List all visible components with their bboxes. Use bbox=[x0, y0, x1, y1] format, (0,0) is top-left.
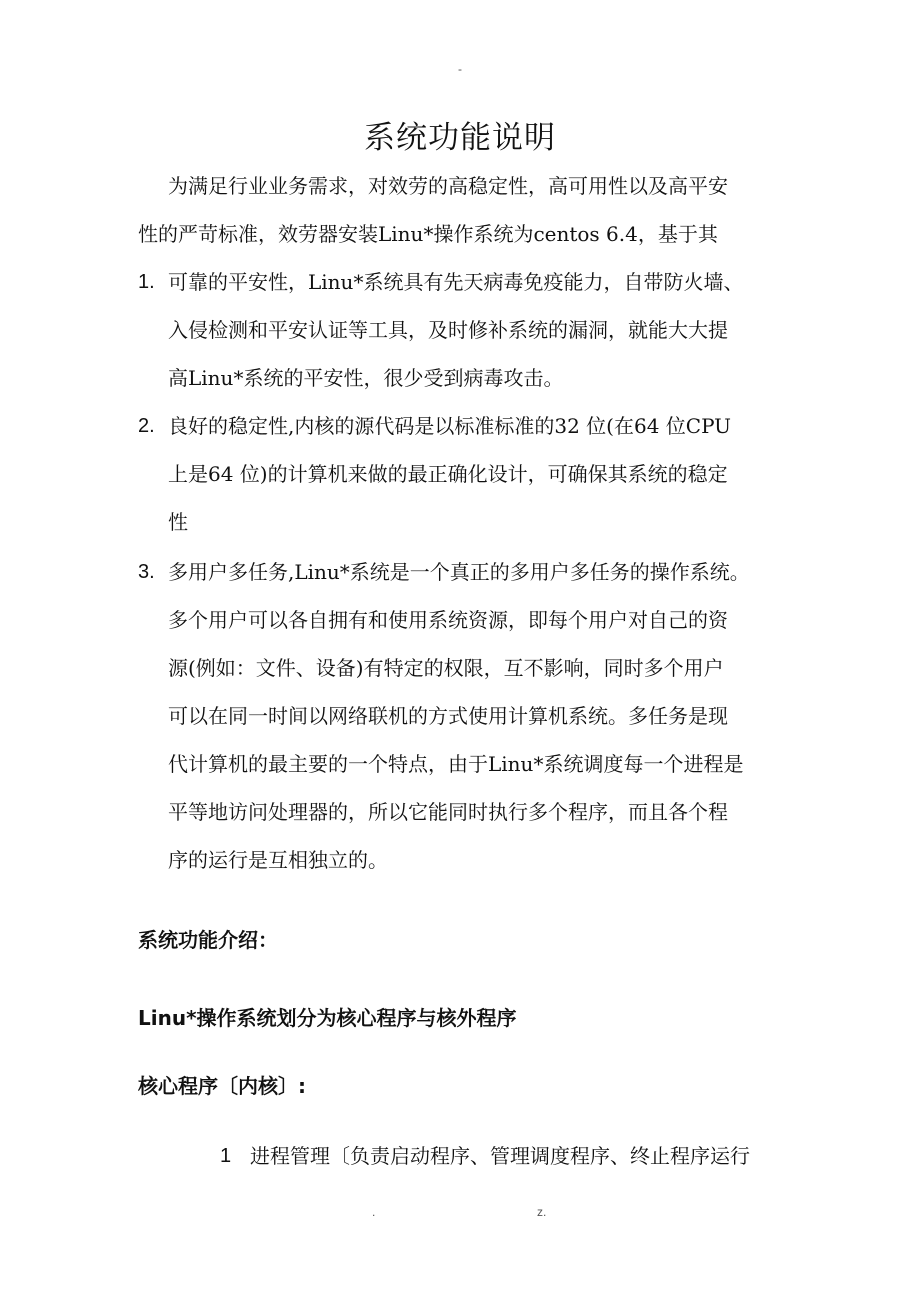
document-title: 系统功能说明 bbox=[364, 120, 556, 156]
list-item-2-line-2: 上是64 位)的计算机来做的最正确化设计，可确保其系统的稳定 bbox=[168, 462, 728, 486]
list-item-1-line-2: 入侵检测和平安认证等工具，及时修补系统的漏洞，就能大大提 bbox=[168, 318, 728, 342]
list-number-1: 1. bbox=[138, 271, 155, 293]
intro-line-1: 为满足行业业务需求，对效劳的高稳定性，高可用性以及高平安 bbox=[168, 174, 728, 198]
list-item-2-line-3: 性 bbox=[168, 510, 188, 534]
list-item-1-line-3: 高Linu*系统的平安性，很少受到病毒攻击。 bbox=[168, 366, 564, 390]
list-number-3: 3. bbox=[138, 561, 155, 583]
footer-left-mark: . bbox=[372, 1205, 376, 1219]
footer-right-mark: z. bbox=[537, 1205, 547, 1219]
page-header-mark: - bbox=[458, 62, 462, 76]
kernel-item-text: 进程管理〔负责启动程序、管理调度程序、终止程序运行 bbox=[250, 1144, 750, 1168]
list-item-1-line-1: 可靠的平安性，Linu*系统具有先天病毒免疫能力，自带防火墙、 bbox=[168, 270, 744, 294]
list-item-3-line-5: 代计算机的最主要的一个特点，由于Linu*系统调度每一个进程是 bbox=[168, 752, 744, 776]
list-item-2-line-1: 良好的稳定性,内核的源代码是以标准标准的32 位(在64 位CPU bbox=[168, 414, 732, 438]
kernel-heading: 核心程序〔内核〕: bbox=[138, 1074, 306, 1098]
list-item-3-line-7: 序的运行是互相独立的。 bbox=[168, 848, 388, 872]
features-heading: 系统功能介绍： bbox=[138, 928, 278, 952]
list-item-3-line-4: 可以在同一时间以网络联机的方式使用计算机系统。多任务是现 bbox=[168, 704, 728, 728]
intro-line-2: 性的严苛标准，效劳器安装Linu*操作系统为centos 6.4，基于其 bbox=[138, 222, 718, 246]
division-heading: Linu*操作系统划分为核心程序与核外程序 bbox=[138, 1006, 517, 1030]
kernel-item-number: 1 bbox=[220, 1145, 232, 1167]
list-item-3-line-2: 多个用户可以各自拥有和使用系统资源，即每个用户对自己的资 bbox=[168, 608, 728, 632]
list-item-3-line-6: 平等地访问处理器的，所以它能同时执行多个程序，而且各个程 bbox=[168, 800, 728, 824]
list-item-3-line-1: 多用户多任务,Linu*系统是一个真正的多用户多任务的操作系统。 bbox=[168, 560, 750, 584]
list-number-2: 2. bbox=[138, 415, 155, 437]
list-item-3-line-3: 源(例如：文件、设备)有特定的权限，互不影响，同时多个用户 bbox=[168, 656, 724, 680]
